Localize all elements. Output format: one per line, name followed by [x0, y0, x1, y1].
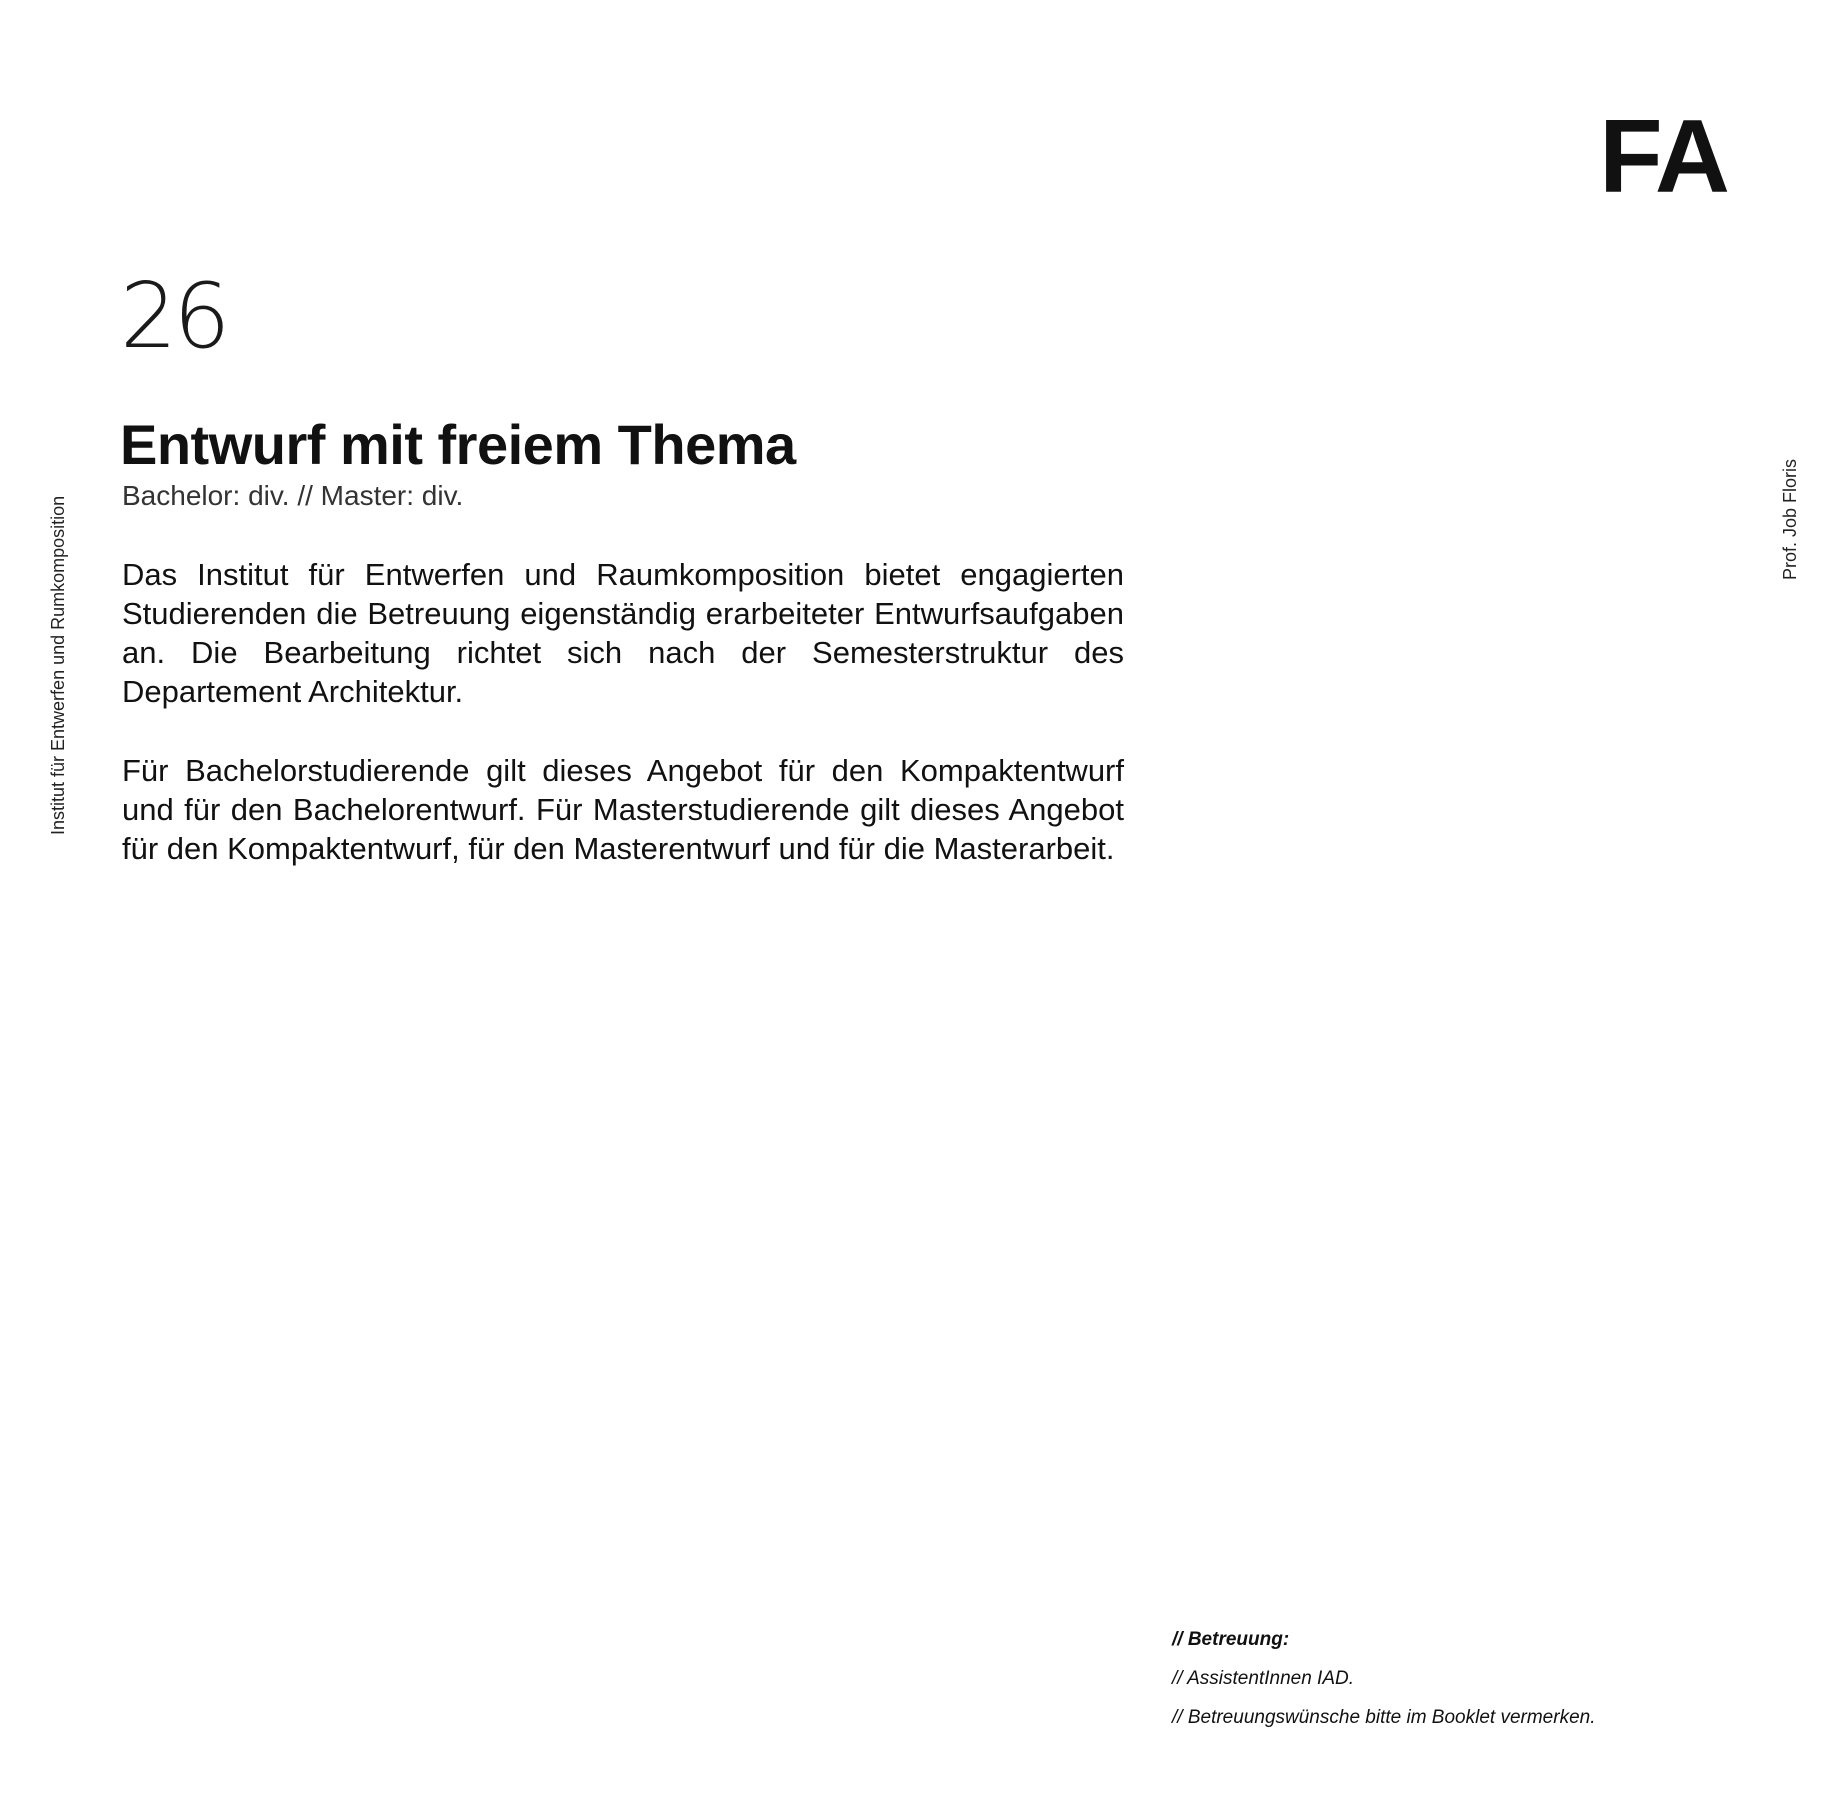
support-line: // AssistentInnen IAD.	[1172, 1668, 1354, 1689]
page-subtitle: Bachelor: div. // Master: div.	[122, 480, 464, 511]
support-line: // Betreuungswünsche bitte im Booklet vermerken.	[1172, 1707, 1596, 1728]
body-paragraph: Für Bachelorstudierende gilt dieses Angebot für den Kompaktentwurf und für den Bachelorentwurf. Für Masterstudierende gilt dieses Angebot für den Kompaktentwurf, für den Masterentwurf und für die Masterarbeit.	[122, 753, 1124, 866]
support-heading: // Betreuung:	[1172, 1629, 1290, 1650]
body-text	[122, 555, 1124, 908]
body-paragraph: Das Institut für Entwerfen und Raumkomposition bietet engagierten Studierenden die Betreuung eigenständig erarbeiteter Entwurfsaufgaben an. Die Bearbeitung richtet sich nach der Semesterstruktur des Departement Architektur.	[122, 557, 1124, 709]
page-title: Entwurf mit freiem Thema	[120, 413, 796, 476]
program-code: FA	[1599, 99, 1728, 215]
support-notes	[1172, 1628, 1595, 1745]
institute-side-label: Institut für Entwerfen und Rumkomposition	[48, 495, 68, 835]
professor-side-label: Prof. Job Floris	[1780, 458, 1800, 580]
page-number: 26	[120, 264, 227, 369]
